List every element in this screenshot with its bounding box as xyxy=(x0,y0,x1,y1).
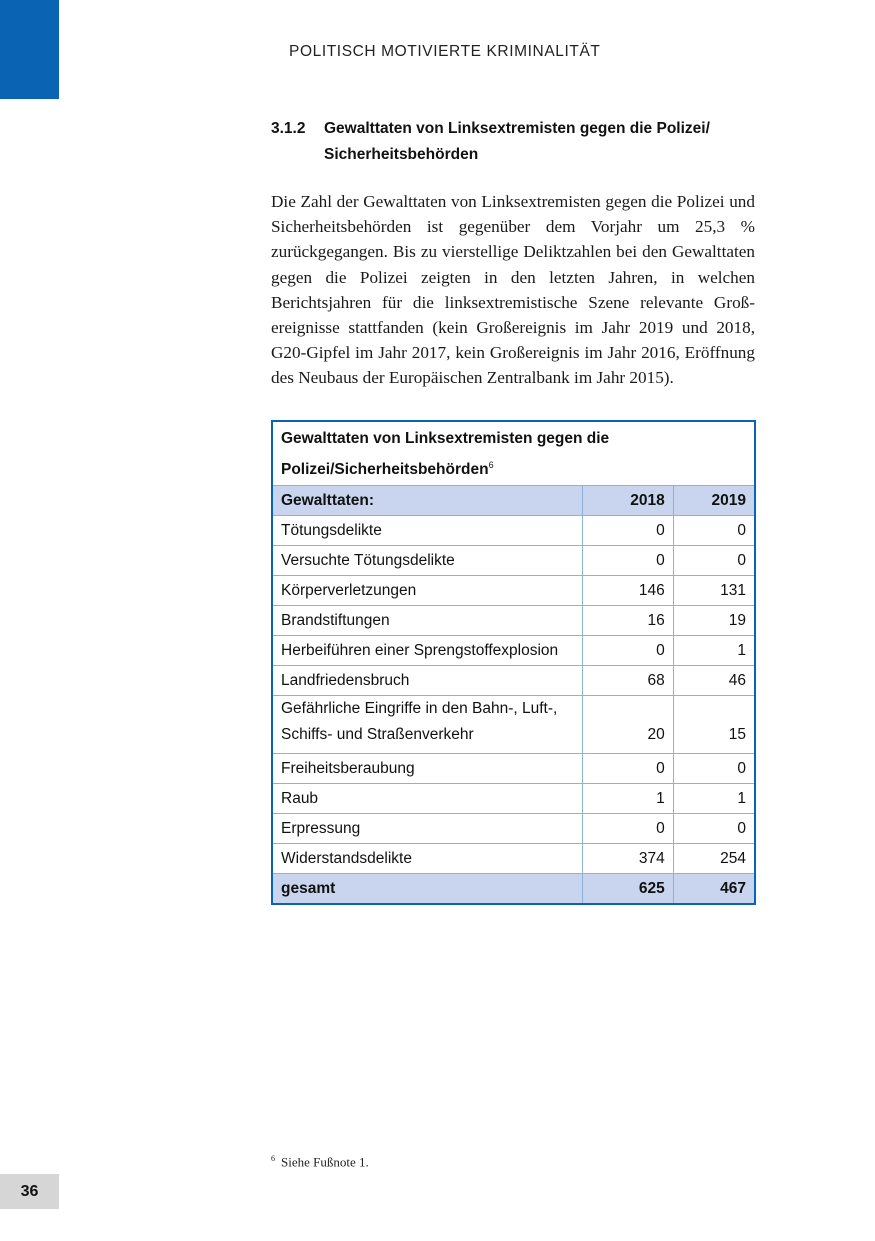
table-row xyxy=(272,844,755,874)
header-label: Gewalttaten: xyxy=(272,486,583,516)
row-label: Erpressung xyxy=(272,814,583,844)
total-label: gesamt xyxy=(272,874,583,904)
table-row xyxy=(272,696,755,754)
table-row xyxy=(272,666,755,696)
table-row xyxy=(272,814,755,844)
table-caption xyxy=(272,421,755,486)
value-2019: 46 xyxy=(673,666,755,696)
value-2019: 0 xyxy=(673,814,755,844)
value-2018: 0 xyxy=(583,636,674,666)
row-label: Körperverletzungen xyxy=(272,576,583,606)
value-2018: 0 xyxy=(583,814,674,844)
total-2018: 625 xyxy=(583,874,674,904)
value-2018: 0 xyxy=(583,546,674,576)
value-2018: 20 xyxy=(583,696,674,754)
page-number: 36 xyxy=(0,1174,59,1209)
table-row xyxy=(272,606,755,636)
chapter-color-tab xyxy=(0,0,59,99)
header-year-2018: 2018 xyxy=(583,486,674,516)
body-paragraph: Die Zahl der Gewalttaten von Linksextremisten gegen die Polizei und Sicherheitsbehörden ist gegenüber dem Vorjahr um 25,3 % zurückgegangen. Bis zu vierstellige Deliktzahlen bei den Gewalttaten gegen die Polizei zeigten in den letzten Jahren, in welchen Berichtsjahren für die linksextremistische Szene relevante Großereignisse stattfanden (kein Großereignis im Jahr 2019 und 2018, G20-Gipfel im Jahr 2017, kein Großereignis im Jahr 2016, Eröffnung des Neubaus der Europäischen Zentralbank im Jahr 2015). xyxy=(271,192,755,388)
value-2018: 16 xyxy=(583,606,674,636)
section-number: 3.1.2 xyxy=(271,120,306,137)
row-label: Versuchte Tötungsdelikte xyxy=(272,546,583,576)
value-2019: 0 xyxy=(673,516,755,546)
value-2019: 131 xyxy=(673,576,755,606)
footnote-reference: 6 xyxy=(488,460,494,470)
footnote-text: Siehe Fußnote 1. xyxy=(281,1154,369,1170)
row-label-line-2: Schiffs- und Straßenverkehr xyxy=(281,726,474,744)
value-2018: 0 xyxy=(583,754,674,784)
value-2019: 1 xyxy=(673,784,755,814)
row-label: Freiheitsberaubung xyxy=(272,754,583,784)
table-caption-line-2: Polizei/Sicherheitsbehörden xyxy=(281,461,489,479)
row-label: Brandstiftungen xyxy=(272,606,583,636)
row-label: Raub xyxy=(272,784,583,814)
value-2019: 19 xyxy=(673,606,755,636)
value-2019: 15 xyxy=(673,696,755,754)
section-title-line-2: Sicherheitsbehörden xyxy=(324,146,479,163)
section-heading xyxy=(271,116,761,168)
table-header-row xyxy=(272,486,755,516)
value-2018: 1 xyxy=(583,784,674,814)
table-row xyxy=(272,546,755,576)
table-row xyxy=(272,516,755,546)
section-title-line-1: Gewalttaten von Linksextremisten gegen die Polizei/ xyxy=(324,120,710,137)
row-label: Herbeiführen einer Sprengstoffexplosion xyxy=(272,636,583,666)
value-2019: 0 xyxy=(673,754,755,784)
footnote xyxy=(271,1154,369,1170)
table-caption-row xyxy=(272,421,755,486)
table-caption-line-1: Gewalttaten von Linksextremisten gegen die xyxy=(281,430,610,447)
value-2018: 146 xyxy=(583,576,674,606)
table-row xyxy=(272,784,755,814)
row-label-line-1: Gefährliche Eingriffe in den Bahn-, Luft-, xyxy=(281,700,558,718)
row-label: Widerstandsdelikte xyxy=(272,844,583,874)
value-2019: 0 xyxy=(673,546,755,576)
table-row xyxy=(272,636,755,666)
header-year-2019: 2019 xyxy=(673,486,755,516)
row-label: Landfriedensbruch xyxy=(272,666,583,696)
value-2018: 374 xyxy=(583,844,674,874)
value-2019: 254 xyxy=(673,844,755,874)
value-2018: 0 xyxy=(583,516,674,546)
value-2018: 68 xyxy=(583,666,674,696)
row-label: Tötungsdelikte xyxy=(272,516,583,546)
table-row xyxy=(272,754,755,784)
row-label xyxy=(272,696,583,754)
table-row xyxy=(272,576,755,606)
violence-statistics-table xyxy=(271,420,756,905)
footnote-mark: 6 xyxy=(271,1154,275,1163)
running-header: POLITISCH MOTIVIERTE KRIMINALITÄT xyxy=(289,43,601,60)
total-2019: 467 xyxy=(673,874,755,904)
table-total-row xyxy=(272,874,755,904)
value-2019: 1 xyxy=(673,636,755,666)
